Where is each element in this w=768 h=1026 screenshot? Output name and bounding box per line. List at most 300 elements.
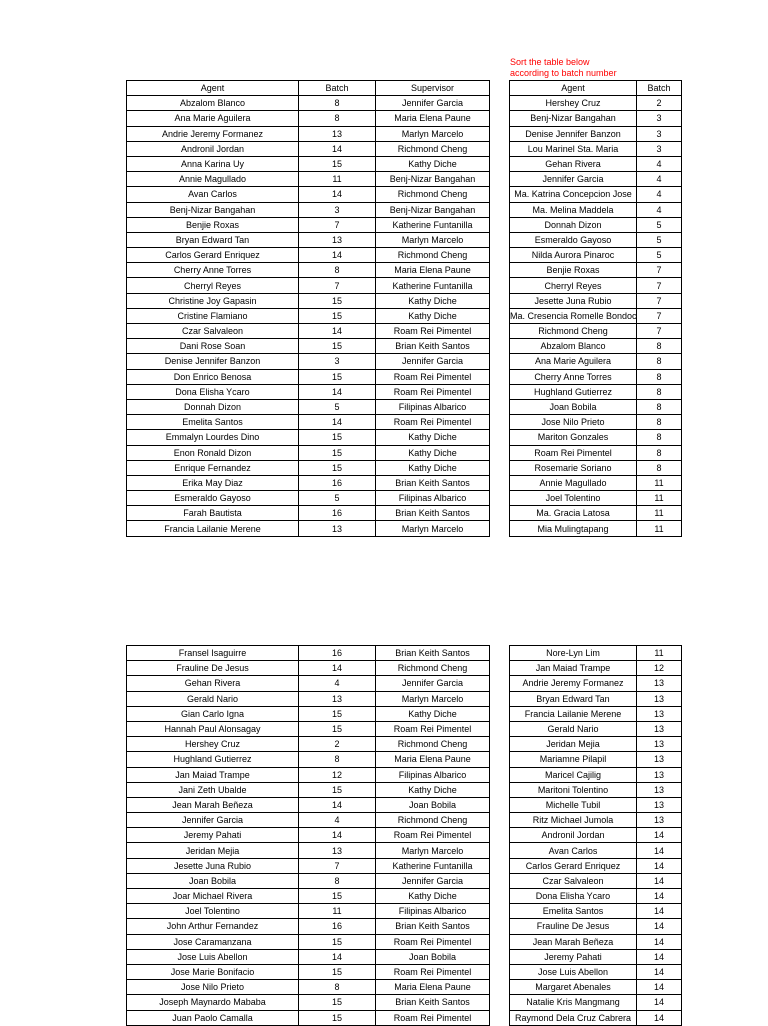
agent-cell: Cherry Anne Torres <box>510 369 637 384</box>
agent-cell: Erika May Diaz <box>127 475 299 490</box>
table-row <box>510 646 682 661</box>
agent-cell: Esmeraldo Gayoso <box>510 232 637 247</box>
agent-cell: Rosemarie Soriano <box>510 460 637 475</box>
supervisor-cell: Kathy Diche <box>376 706 490 721</box>
supervisor-cell: Kathy Diche <box>376 445 490 460</box>
table-row <box>510 263 682 278</box>
table-row <box>510 491 682 506</box>
table-row <box>127 661 490 676</box>
agent-cell: Gian Carlo Igna <box>127 706 299 721</box>
batch-cell: 14 <box>637 828 682 843</box>
agent-table-left-top <box>126 80 490 537</box>
batch-cell: 13 <box>299 521 376 536</box>
supervisor-cell: Brian Keith Santos <box>376 506 490 521</box>
agent-cell: Jeremy Pahati <box>510 949 637 964</box>
batch-cell: 7 <box>637 293 682 308</box>
batch-cell: 14 <box>299 141 376 156</box>
batch-cell: 5 <box>637 232 682 247</box>
table-row <box>127 217 490 232</box>
agent-cell: Ma. Cresencia Romelle Bondoc <box>510 308 637 323</box>
agent-cell: Hershey Cruz <box>127 737 299 752</box>
supervisor-cell: Richmond Cheng <box>376 248 490 263</box>
table-row <box>127 460 490 475</box>
table-row <box>510 232 682 247</box>
agent-cell: Maritoni Tolentino <box>510 782 637 797</box>
agent-cell: Ma. Gracia Latosa <box>510 506 637 521</box>
agent-cell: Natalie Kris Mangmang <box>510 995 637 1010</box>
header-supervisor: Supervisor <box>376 81 490 96</box>
agent-cell: Farah Bautista <box>127 506 299 521</box>
agent-cell: Hughland Gutierrez <box>510 384 637 399</box>
agent-cell: Gerald Nario <box>127 691 299 706</box>
table-row <box>127 964 490 979</box>
table-row <box>127 995 490 1010</box>
sorted-table-right-top <box>509 80 682 537</box>
agent-cell: Jose Nilo Prieto <box>127 980 299 995</box>
batch-cell: 13 <box>299 691 376 706</box>
agent-cell: Mariamne Pilapil <box>510 752 637 767</box>
batch-cell: 15 <box>299 889 376 904</box>
batch-cell: 15 <box>299 721 376 736</box>
supervisor-cell: Filipinas Albarico <box>376 904 490 919</box>
batch-cell: 13 <box>637 676 682 691</box>
table-row <box>127 828 490 843</box>
batch-cell: 13 <box>299 843 376 858</box>
batch-cell: 13 <box>637 782 682 797</box>
table-row <box>127 111 490 126</box>
table-row <box>510 767 682 782</box>
table-row <box>510 737 682 752</box>
batch-cell: 15 <box>299 293 376 308</box>
batch-cell: 8 <box>637 354 682 369</box>
agent-cell: Ana Marie Aguilera <box>127 111 299 126</box>
batch-cell: 14 <box>299 324 376 339</box>
table-row <box>127 141 490 156</box>
agent-cell: Joan Bobila <box>510 399 637 414</box>
agent-cell: Gerald Nario <box>510 721 637 736</box>
header-agent: Agent <box>510 81 637 96</box>
batch-cell: 13 <box>299 232 376 247</box>
table-row <box>510 324 682 339</box>
batch-cell: 11 <box>637 646 682 661</box>
supervisor-cell: Maria Elena Paune <box>376 111 490 126</box>
table-row <box>510 126 682 141</box>
table-row <box>127 737 490 752</box>
supervisor-cell: Kathy Diche <box>376 430 490 445</box>
agent-cell: Donnah Dizon <box>510 217 637 232</box>
agent-cell: Jose Nilo Prieto <box>510 415 637 430</box>
batch-cell: 4 <box>637 156 682 171</box>
supervisor-cell: Brian Keith Santos <box>376 995 490 1010</box>
agent-cell: Ana Marie Aguilera <box>510 354 637 369</box>
table-row <box>127 676 490 691</box>
supervisor-cell: Filipinas Albarico <box>376 767 490 782</box>
batch-cell: 16 <box>299 646 376 661</box>
batch-cell: 15 <box>299 964 376 979</box>
table-row <box>510 308 682 323</box>
batch-cell: 4 <box>637 202 682 217</box>
agent-cell: Hershey Cruz <box>510 96 637 111</box>
table-row <box>510 278 682 293</box>
agent-cell: Anna Karina Uy <box>127 156 299 171</box>
supervisor-cell: Jennifer Garcia <box>376 873 490 888</box>
table-row <box>510 187 682 202</box>
batch-cell: 15 <box>299 308 376 323</box>
supervisor-cell: Maria Elena Paune <box>376 752 490 767</box>
agent-cell: Andrie Jeremy Formanez <box>127 126 299 141</box>
agent-cell: Joar Michael Rivera <box>127 889 299 904</box>
batch-cell: 14 <box>299 949 376 964</box>
batch-cell: 15 <box>299 706 376 721</box>
agent-cell: Gehan Rivera <box>510 156 637 171</box>
table-row <box>510 797 682 812</box>
supervisor-cell: Katherine Funtanilla <box>376 278 490 293</box>
agent-cell: Annie Magullado <box>127 172 299 187</box>
batch-cell: 8 <box>637 369 682 384</box>
table-row <box>510 934 682 949</box>
batch-cell: 15 <box>299 995 376 1010</box>
agent-cell: Jean Marah Beñeza <box>510 934 637 949</box>
table-row <box>127 445 490 460</box>
table-row <box>127 889 490 904</box>
agent-cell: Joel Tolentino <box>127 904 299 919</box>
table-row <box>510 858 682 873</box>
table-row <box>127 475 490 490</box>
table-row <box>510 706 682 721</box>
table-row <box>127 293 490 308</box>
table-row <box>510 172 682 187</box>
supervisor-cell: Filipinas Albarico <box>376 399 490 414</box>
supervisor-cell: Marlyn Marcelo <box>376 232 490 247</box>
agent-cell: Bryan Edward Tan <box>127 232 299 247</box>
supervisor-cell: Kathy Diche <box>376 156 490 171</box>
batch-cell: 15 <box>299 445 376 460</box>
agent-cell: Cherryl Reyes <box>510 278 637 293</box>
table-row <box>127 752 490 767</box>
batch-cell: 13 <box>637 691 682 706</box>
agent-cell: Dona Elisha Ycaro <box>510 889 637 904</box>
table-row <box>127 706 490 721</box>
table-row <box>510 782 682 797</box>
batch-cell: 8 <box>637 445 682 460</box>
supervisor-cell: Brian Keith Santos <box>376 646 490 661</box>
agent-cell: Jesette Juna Rubio <box>510 293 637 308</box>
agent-cell: Carlos Gerard Enriquez <box>127 248 299 263</box>
sort-instruction-note <box>510 57 650 79</box>
agent-cell: Cherryl Reyes <box>127 278 299 293</box>
agent-cell: Czar Salvaleon <box>127 324 299 339</box>
batch-cell: 5 <box>299 491 376 506</box>
table-row <box>127 430 490 445</box>
table-row <box>127 797 490 812</box>
batch-cell: 13 <box>637 813 682 828</box>
table-row <box>127 1010 490 1025</box>
batch-cell: 11 <box>299 172 376 187</box>
supervisor-cell: Joan Bobila <box>376 797 490 812</box>
table-row <box>510 354 682 369</box>
batch-cell: 14 <box>637 995 682 1010</box>
table-row <box>510 156 682 171</box>
table-row <box>127 324 490 339</box>
batch-cell: 14 <box>637 919 682 934</box>
table-row <box>510 889 682 904</box>
note-line-1: Sort the table below <box>510 57 590 67</box>
batch-cell: 16 <box>299 475 376 490</box>
supervisor-cell: Roam Rei Pimentel <box>376 324 490 339</box>
batch-cell: 8 <box>299 752 376 767</box>
batch-cell: 11 <box>299 904 376 919</box>
table-row <box>510 202 682 217</box>
batch-cell: 11 <box>637 475 682 490</box>
supervisor-cell: Roam Rei Pimentel <box>376 384 490 399</box>
agent-cell: Jose Luis Abellon <box>510 964 637 979</box>
batch-cell: 14 <box>299 248 376 263</box>
batch-cell: 14 <box>637 1010 682 1025</box>
batch-cell: 5 <box>299 399 376 414</box>
supervisor-cell: Brian Keith Santos <box>376 475 490 490</box>
agent-cell: Mariton Gonzales <box>510 430 637 445</box>
table-row <box>510 248 682 263</box>
batch-cell: 14 <box>299 415 376 430</box>
agent-cell: Benjie Roxas <box>510 263 637 278</box>
agent-cell: Emmalyn Lourdes Dino <box>127 430 299 445</box>
agent-cell: Avan Carlos <box>127 187 299 202</box>
agent-cell: Jose Luis Abellon <box>127 949 299 964</box>
supervisor-cell: Brian Keith Santos <box>376 339 490 354</box>
batch-cell: 14 <box>637 934 682 949</box>
batch-cell: 15 <box>299 339 376 354</box>
agent-cell: Roam Rei Pimentel <box>510 445 637 460</box>
batch-cell: 8 <box>637 415 682 430</box>
supervisor-cell: Richmond Cheng <box>376 187 490 202</box>
supervisor-cell: Richmond Cheng <box>376 661 490 676</box>
agent-cell: Margaret Abenales <box>510 980 637 995</box>
batch-cell: 8 <box>637 399 682 414</box>
batch-cell: 16 <box>299 919 376 934</box>
agent-cell: Jeridan Mejia <box>127 843 299 858</box>
sorted-table-right-bottom <box>509 645 682 1026</box>
batch-cell: 7 <box>637 308 682 323</box>
table-row <box>510 384 682 399</box>
batch-cell: 16 <box>299 506 376 521</box>
table-row <box>510 96 682 111</box>
agent-cell: Francia Lailanie Merene <box>127 521 299 536</box>
table-row <box>510 904 682 919</box>
supervisor-cell: Jennifer Garcia <box>376 354 490 369</box>
batch-cell: 15 <box>299 430 376 445</box>
supervisor-cell: Jennifer Garcia <box>376 676 490 691</box>
agent-cell: Raymond Dela Cruz Cabrera <box>510 1010 637 1025</box>
table-row <box>127 415 490 430</box>
table-row <box>510 111 682 126</box>
agent-cell: Jose Marie Bonifacio <box>127 964 299 979</box>
agent-cell: Fransel Isaguirre <box>127 646 299 661</box>
table-row <box>127 521 490 536</box>
table-row <box>127 187 490 202</box>
table-row <box>510 369 682 384</box>
supervisor-cell: Joan Bobila <box>376 949 490 964</box>
agent-cell: Abzalom Blanco <box>510 339 637 354</box>
table-row <box>510 980 682 995</box>
batch-cell: 3 <box>637 111 682 126</box>
agent-cell: Nilda Aurora Pinaroc <box>510 248 637 263</box>
table-row <box>127 248 490 263</box>
agent-cell: Nore-Lyn Lim <box>510 646 637 661</box>
supervisor-cell: Roam Rei Pimentel <box>376 415 490 430</box>
agent-cell: Jeridan Mejia <box>510 737 637 752</box>
batch-cell: 12 <box>637 661 682 676</box>
batch-cell: 14 <box>637 889 682 904</box>
batch-cell: 3 <box>637 126 682 141</box>
agent-cell: Emelita Santos <box>127 415 299 430</box>
table-row <box>510 813 682 828</box>
supervisor-cell: Katherine Funtanilla <box>376 217 490 232</box>
agent-cell: Michelle Tubil <box>510 797 637 812</box>
agent-cell: Jan Maiad Trampe <box>510 661 637 676</box>
table-row <box>127 934 490 949</box>
table-header-row <box>510 81 682 96</box>
table-row <box>127 399 490 414</box>
table-row <box>510 339 682 354</box>
note-line-2: according to batch number <box>510 68 617 78</box>
supervisor-cell: Roam Rei Pimentel <box>376 721 490 736</box>
batch-cell: 13 <box>637 797 682 812</box>
table-row <box>127 384 490 399</box>
batch-cell: 7 <box>299 278 376 293</box>
table-row <box>127 691 490 706</box>
agent-cell: Jennifer Garcia <box>510 172 637 187</box>
agent-cell: Annie Magullado <box>510 475 637 490</box>
supervisor-cell: Kathy Diche <box>376 460 490 475</box>
table-row <box>510 445 682 460</box>
batch-cell: 4 <box>637 172 682 187</box>
batch-cell: 7 <box>299 217 376 232</box>
table-row <box>510 843 682 858</box>
supervisor-cell: Roam Rei Pimentel <box>376 369 490 384</box>
table-row <box>127 858 490 873</box>
agent-cell: Carlos Gerard Enriquez <box>510 858 637 873</box>
table-row <box>510 752 682 767</box>
agent-cell: Lou Marinel Sta. Maria <box>510 141 637 156</box>
table-row <box>510 964 682 979</box>
table-row <box>510 460 682 475</box>
batch-cell: 11 <box>637 506 682 521</box>
supervisor-cell: Benj-Nizar Bangahan <box>376 172 490 187</box>
table-row <box>127 506 490 521</box>
supervisor-cell: Marlyn Marcelo <box>376 521 490 536</box>
table-row <box>127 339 490 354</box>
table-row <box>127 646 490 661</box>
table-row <box>510 995 682 1010</box>
batch-cell: 14 <box>299 384 376 399</box>
batch-cell: 14 <box>299 661 376 676</box>
supervisor-cell: Jennifer Garcia <box>376 96 490 111</box>
table-row <box>510 521 682 536</box>
batch-cell: 13 <box>299 126 376 141</box>
batch-cell: 7 <box>299 858 376 873</box>
table-row <box>510 721 682 736</box>
batch-cell: 13 <box>637 706 682 721</box>
batch-cell: 15 <box>299 934 376 949</box>
batch-cell: 14 <box>637 964 682 979</box>
batch-cell: 4 <box>299 676 376 691</box>
supervisor-cell: Kathy Diche <box>376 782 490 797</box>
table-row <box>127 813 490 828</box>
agent-cell: Hannah Paul Alonsagay <box>127 721 299 736</box>
table-row <box>127 172 490 187</box>
supervisor-cell: Kathy Diche <box>376 293 490 308</box>
batch-cell: 4 <box>637 187 682 202</box>
table-row <box>127 767 490 782</box>
agent-cell: Ritz Michael Jumola <box>510 813 637 828</box>
batch-cell: 8 <box>637 339 682 354</box>
supervisor-cell: Maria Elena Paune <box>376 263 490 278</box>
batch-cell: 8 <box>637 384 682 399</box>
table-row <box>510 828 682 843</box>
table-row <box>510 430 682 445</box>
batch-cell: 8 <box>637 460 682 475</box>
supervisor-cell: Kathy Diche <box>376 308 490 323</box>
table-row <box>127 354 490 369</box>
agent-cell: Andronil Jordan <box>510 828 637 843</box>
table-row <box>510 415 682 430</box>
batch-cell: 12 <box>299 767 376 782</box>
batch-cell: 15 <box>299 369 376 384</box>
supervisor-cell: Marlyn Marcelo <box>376 843 490 858</box>
table-row <box>127 232 490 247</box>
batch-cell: 8 <box>299 873 376 888</box>
agent-cell: Jani Zeth Ubalde <box>127 782 299 797</box>
table-row <box>510 399 682 414</box>
agent-cell: Jennifer Garcia <box>127 813 299 828</box>
table-row <box>127 263 490 278</box>
supervisor-cell: Katherine Funtanilla <box>376 858 490 873</box>
table-row <box>510 661 682 676</box>
batch-cell: 8 <box>299 980 376 995</box>
supervisor-cell: Kathy Diche <box>376 889 490 904</box>
supervisor-cell: Richmond Cheng <box>376 141 490 156</box>
supervisor-cell: Richmond Cheng <box>376 737 490 752</box>
table-row <box>127 949 490 964</box>
batch-cell: 3 <box>637 141 682 156</box>
table-row <box>510 293 682 308</box>
table-row <box>510 217 682 232</box>
agent-cell: Benj-Nizar Bangahan <box>127 202 299 217</box>
table-row <box>127 873 490 888</box>
agent-cell: Bryan Edward Tan <box>510 691 637 706</box>
table-row <box>127 156 490 171</box>
table-row <box>127 843 490 858</box>
batch-cell: 5 <box>637 217 682 232</box>
table-row <box>127 126 490 141</box>
batch-cell: 3 <box>299 202 376 217</box>
supervisor-cell: Marlyn Marcelo <box>376 691 490 706</box>
table-row <box>510 1010 682 1025</box>
supervisor-cell: Filipinas Albarico <box>376 491 490 506</box>
agent-cell: Abzalom Blanco <box>127 96 299 111</box>
agent-cell: Christine Joy Gapasin <box>127 293 299 308</box>
header-batch: Batch <box>637 81 682 96</box>
agent-cell: John Arthur Fernandez <box>127 919 299 934</box>
agent-cell: Jean Marah Beñeza <box>127 797 299 812</box>
batch-cell: 13 <box>637 752 682 767</box>
table-row <box>510 506 682 521</box>
batch-cell: 15 <box>299 782 376 797</box>
agent-cell: Richmond Cheng <box>510 324 637 339</box>
agent-cell: Jose Caramanzana <box>127 934 299 949</box>
agent-cell: Benj-Nizar Bangahan <box>510 111 637 126</box>
agent-cell: Jesette Juna Rubio <box>127 858 299 873</box>
